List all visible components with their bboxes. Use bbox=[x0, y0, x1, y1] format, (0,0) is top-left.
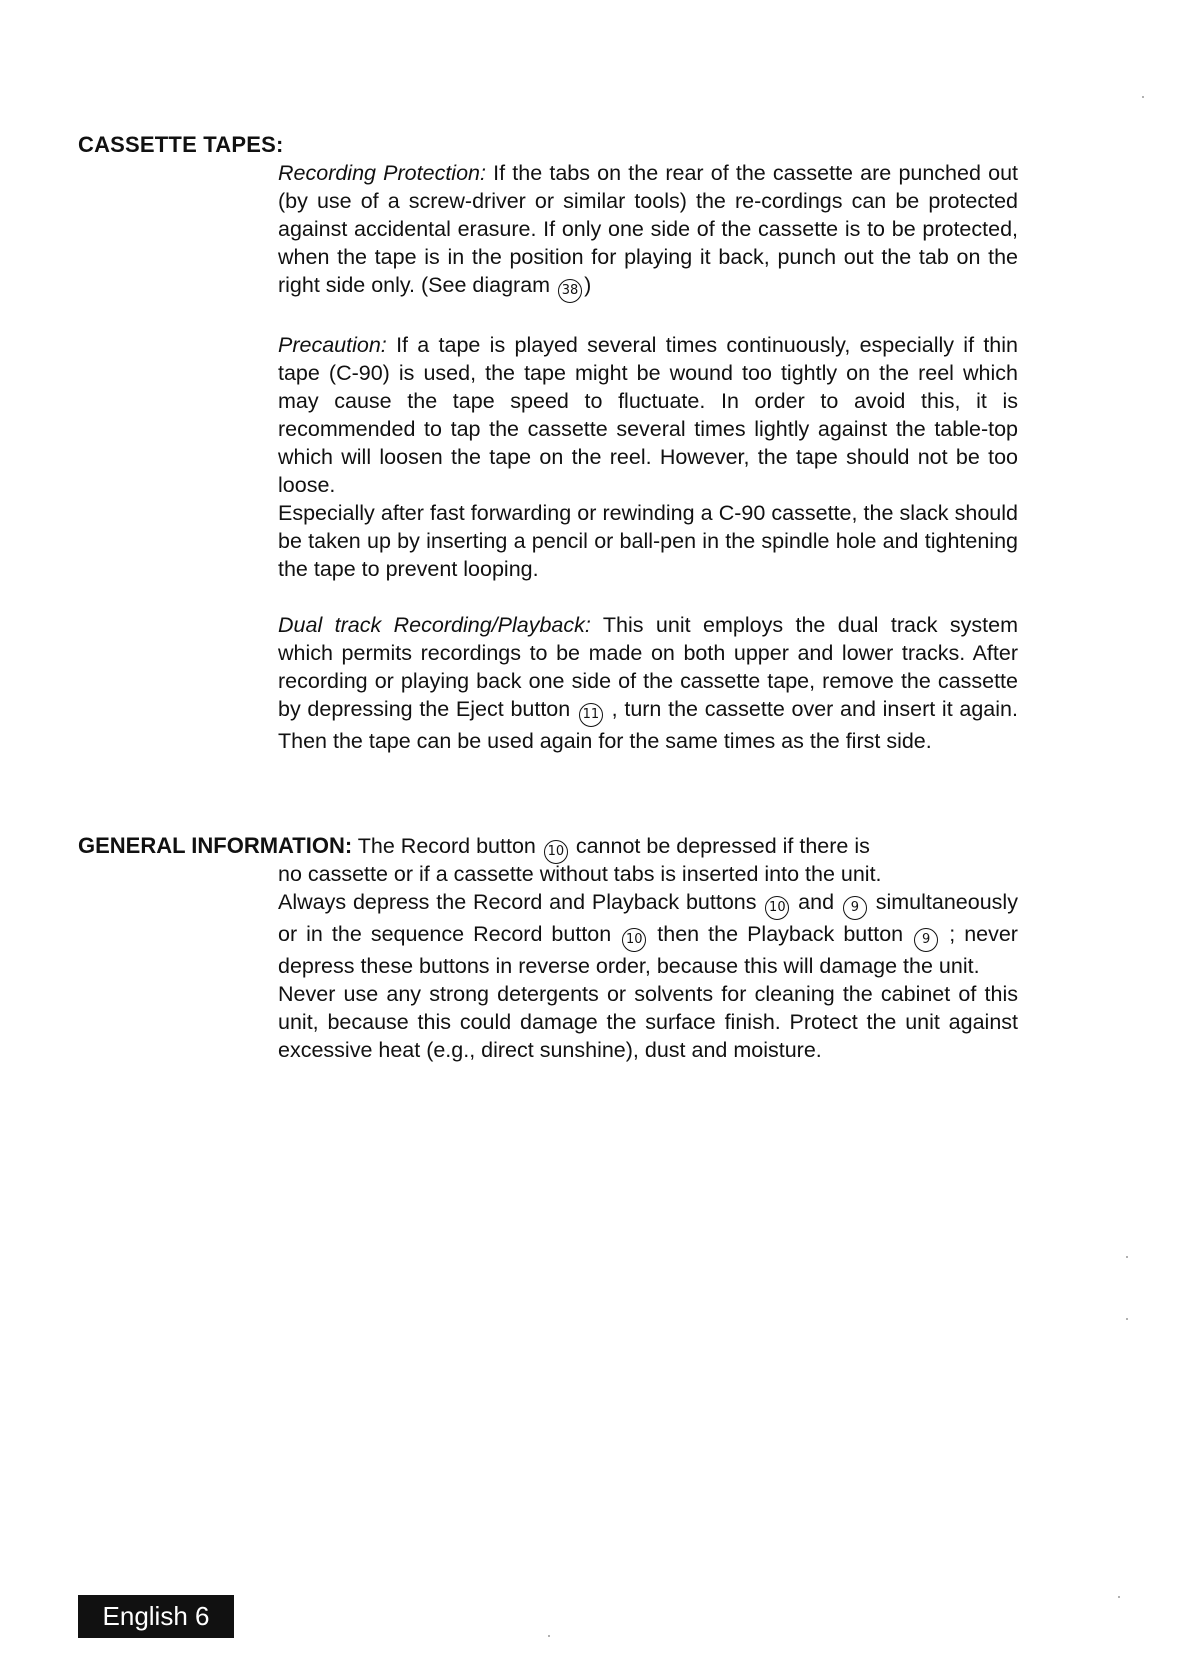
playback-button-ref: 9 bbox=[843, 896, 867, 920]
scan-speck bbox=[1118, 1596, 1120, 1598]
record-button-ref-2: 10 bbox=[765, 896, 789, 920]
scan-speck bbox=[1142, 96, 1144, 98]
dual-track-text-2: , turn the cassette over and insert it again. Then the tape can be used again for the same times as the first side. bbox=[278, 697, 1018, 753]
playback-button-ref-2: 9 bbox=[914, 928, 938, 952]
recording-protection-paragraph bbox=[278, 159, 1018, 303]
cassette-tapes-heading: CASSETTE TAPES: bbox=[78, 132, 284, 157]
dual-track-text: This unit employs the dual track system which permits recordings to be made on both upper and lower tracks. After recording or playing back one side of the cassette tape, remove the cassette by depressing the Eject button bbox=[278, 613, 1018, 721]
precaution-paragraph bbox=[278, 331, 1018, 499]
general-text-2a: Always depress the Record and Playback buttons bbox=[278, 890, 757, 914]
precaution-paragraph-2: Especially after fast forwarding or rewinding a C-90 cassette, the slack should be taken up by inserting a pencil or ball-pen in the spindle hole and tightening the tape to prevent looping. bbox=[278, 501, 1018, 581]
general-text-3: Never use any strong detergents or solvents for cleaning the cabinet of this unit, because this could damage the surface finish. Protect the unit against excessive heat (e.g., direct sunshine), dust and moisture. bbox=[278, 982, 1018, 1062]
scan-speck bbox=[1126, 1256, 1128, 1258]
dual-track-lead: Dual track Recording/Playback: bbox=[278, 613, 591, 637]
scan-speck bbox=[548, 1635, 550, 1637]
general-information-heading: GENERAL INFORMATION: bbox=[78, 833, 353, 858]
cassette-tapes-section bbox=[278, 159, 1018, 755]
general-text-2d: then the Playback button bbox=[657, 922, 904, 946]
general-text-1: no cassette or if a cassette without tabs is inserted into the unit. bbox=[278, 862, 882, 886]
general-information-section bbox=[278, 860, 1018, 1064]
general-paragraph-2 bbox=[278, 888, 1018, 980]
diagram-38-ref: 38 bbox=[558, 279, 582, 303]
precaution-lead: Precaution: bbox=[278, 333, 387, 357]
recording-protection-close: ) bbox=[584, 273, 592, 297]
eject-button-ref: 11 bbox=[579, 703, 603, 727]
general-text-2e: ; never depress these buttons in reverse order, because this will damage the unit. bbox=[278, 922, 1018, 978]
page-footer-label: English 6 bbox=[78, 1595, 234, 1638]
recording-protection-text: If the tabs on the rear of the cassette are punched out (by use of a screw-driver or similar tools) the re-cordings can be protected against accidental erasure. If only one side of the cassette is to be protected, when the tape is in the position for playing it back, punch out the tab on the right side only. (See diagram bbox=[278, 161, 1019, 297]
dual-track-paragraph bbox=[278, 611, 1018, 755]
record-button-ref-3: 10 bbox=[622, 928, 646, 952]
general-line1-a: The Record button bbox=[357, 834, 536, 858]
general-line1-b: cannot be depressed if there is bbox=[575, 834, 870, 858]
general-text-2c: simultaneously or in the sequence Record button bbox=[278, 890, 1018, 946]
recording-protection-lead: Recording Protection: bbox=[278, 161, 486, 185]
record-button-ref: 10 bbox=[544, 840, 568, 864]
general-text-2b: and bbox=[798, 890, 835, 914]
scan-speck bbox=[1126, 1318, 1128, 1320]
precaution-text: If a tape is played several times continuously, especially if thin tape (C-90) is used, the tape might be wound too tightly on the reel which may cause the tape speed to fluctuate. In order to avoid this, it is recommended to tap the cassette several times lightly against the table-top which will loosen the tape on the reel. However, the tape should not be too loose. bbox=[278, 333, 1018, 497]
